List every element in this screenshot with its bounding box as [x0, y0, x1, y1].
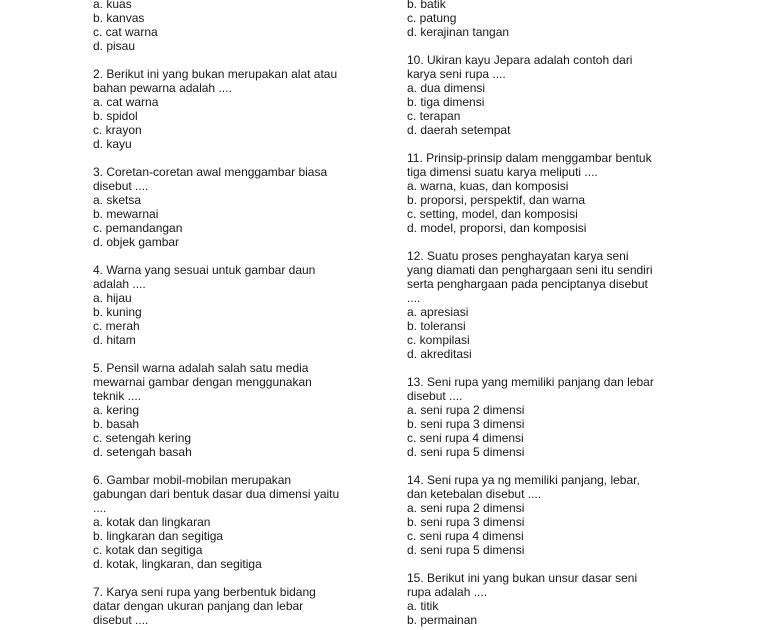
question-text-line: b. batik: [407, 0, 446, 11]
question-text-line: teknik ....: [93, 389, 142, 403]
question-text-line: adalah ....: [93, 277, 146, 291]
question-text-line: 15. Berikut ini yang bukan unsur dasar seni: [407, 571, 638, 585]
question-text-line: c. setengah kering: [93, 431, 192, 445]
question-text-line: c. seni rupa 4 dimensi: [407, 529, 524, 543]
question-text-line: a. seni rupa 2 dimensi: [407, 403, 525, 417]
question-text-line: c. cat warna: [93, 25, 158, 39]
block-spacer: [93, 151, 368, 165]
question-text-line: d. seni rupa 5 dimensi: [407, 543, 525, 557]
block-spacer: [407, 235, 682, 249]
question-q4: [93, 263, 368, 347]
question-text-line: c. merah: [93, 319, 140, 333]
question-text-line: b. mewarnai: [93, 207, 159, 221]
block-spacer: [93, 249, 368, 263]
question-text-line: a. dua dimensi: [407, 81, 486, 95]
question-text-line: d. akreditasi: [407, 347, 472, 361]
question-q9-tail: [407, 0, 682, 39]
left-column: [93, 0, 368, 627]
question-text-line: c. patung: [407, 11, 457, 25]
question-text-line: a. titik: [407, 599, 439, 613]
question-text-line: c. krayon: [93, 123, 142, 137]
question-text-line: b. lingkaran dan segitiga: [93, 529, 224, 543]
question-text-line: 7. Karya seni rupa yang berbentuk bidang: [93, 585, 316, 599]
question-text-line: gabungan dari bentuk dasar dua dimensi yaitu: [93, 487, 340, 501]
question-q2: [93, 67, 368, 151]
question-text-line: bahan pewarna adalah ....: [93, 81, 232, 95]
question-text-line: b. kanvas: [93, 11, 145, 25]
question-text-line: b. basah: [93, 417, 140, 431]
question-text-line: a. hijau: [93, 291, 132, 305]
block-spacer: [407, 557, 682, 571]
question-text-line: disebut ....: [93, 613, 149, 627]
question-text-line: d. model, proporsi, dan komposisi: [407, 221, 587, 235]
question-q15: [407, 571, 682, 627]
block-spacer: [407, 39, 682, 53]
question-text-line: 4. Warna yang sesuai untuk gambar daun: [93, 263, 316, 277]
question-text-line: b. toleransi: [407, 319, 466, 333]
question-text-line: yang diamati dan penghargaan seni itu sendiri: [407, 263, 653, 277]
question-q6: [93, 473, 368, 571]
question-text-line: a. kuas: [93, 0, 132, 11]
question-text-line: 3. Coretan-coretan awal menggambar biasa: [93, 165, 328, 179]
block-spacer: [407, 459, 682, 473]
question-text-line: a. apresiasi: [407, 305, 469, 319]
question-q3: [93, 165, 368, 249]
question-text-line: 10. Ukiran kayu Jepara adalah contoh dari: [407, 53, 633, 67]
question-text-line: 5. Pensil warna adalah salah satu media: [93, 361, 309, 375]
question-text-line: disebut ....: [93, 179, 149, 193]
block-spacer: [407, 361, 682, 375]
question-text-line: b. tiga dimensi: [407, 95, 485, 109]
question-text-line: ....: [407, 291, 421, 305]
question-text-line: b. seni rupa 3 dimensi: [407, 515, 525, 529]
question-text-line: b. kuning: [93, 305, 142, 319]
question-q10: [407, 53, 682, 137]
question-q11: [407, 151, 682, 235]
question-q13: [407, 375, 682, 459]
question-text-line: d. kayu: [93, 137, 132, 151]
question-text-line: 2. Berikut ini yang bukan merupakan alat atau: [93, 67, 338, 81]
question-text-line: a. cat warna: [93, 95, 159, 109]
question-text-line: serta penghargaan pada penciptanya disebut: [407, 277, 648, 291]
block-spacer: [93, 347, 368, 361]
question-text-line: mewarnai gambar dengan menggunakan: [93, 375, 312, 389]
question-text-line: b. permainan: [407, 613, 478, 627]
question-text-line: a. seni rupa 2 dimensi: [407, 501, 525, 515]
question-text-line: b. spidol: [93, 109, 138, 123]
question-text-line: c. seni rupa 4 dimensi: [407, 431, 524, 445]
question-text-line: ....: [93, 501, 107, 515]
question-text-line: a. warna, kuas, dan komposisi: [407, 179, 569, 193]
question-q14: [407, 473, 682, 557]
block-spacer: [93, 571, 368, 585]
question-text-line: d. pisau: [93, 39, 136, 53]
question-text-line: tiga dimensi suatu karya meliputi ....: [407, 165, 598, 179]
block-spacer: [93, 459, 368, 473]
block-spacer: [93, 53, 368, 67]
question-text-line: c. kotak dan segitiga: [93, 543, 203, 557]
question-text-line: d. kerajinan tangan: [407, 25, 510, 39]
question-text-line: rupa adalah ....: [407, 585, 488, 599]
question-text-line: d. objek gambar: [93, 235, 180, 249]
question-text-line: a. kotak dan lingkaran: [93, 515, 211, 529]
question-text-line: c. terapan: [407, 109, 461, 123]
question-text-line: karya seni rupa ....: [407, 67, 506, 81]
question-text-line: d. seni rupa 5 dimensi: [407, 445, 525, 459]
question-text-line: 13. Seni rupa yang memiliki panjang dan lebar: [407, 375, 654, 389]
question-text-line: a. kering: [93, 403, 140, 417]
question-text-line: d. setengah basah: [93, 445, 192, 459]
right-column: [407, 0, 682, 627]
question-text-line: d. hitam: [93, 333, 136, 347]
question-text-line: c. kompilasi: [407, 333, 470, 347]
question-q5: [93, 361, 368, 459]
question-text-line: d. daerah setempat: [407, 123, 511, 137]
question-text-line: c. setting, model, dan komposisi: [407, 207, 578, 221]
question-q1-tail: [93, 0, 368, 53]
question-text-line: d. kotak, lingkaran, dan segitiga: [93, 557, 262, 571]
question-q12: [407, 249, 682, 361]
question-text-line: b. proporsi, perspektif, dan warna: [407, 193, 586, 207]
block-spacer: [407, 137, 682, 151]
question-q7: [93, 585, 368, 627]
question-text-line: 6. Gambar mobil-mobilan merupakan: [93, 473, 292, 487]
question-text-line: 11. Prinsip-prinsip dalam menggambar bentuk: [407, 151, 652, 165]
question-text-line: 14. Seni rupa ya ng memiliki panjang, lebar,: [407, 473, 640, 487]
question-text-line: c. pemandangan: [93, 221, 183, 235]
question-text-line: 12. Suatu proses penghayatan karya seni: [407, 249, 629, 263]
question-text-line: dan ketebalan disebut ....: [407, 487, 542, 501]
question-text-line: datar dengan ukuran panjang dan lebar: [93, 599, 304, 613]
question-text-line: a. sketsa: [93, 193, 142, 207]
question-text-line: disebut ....: [407, 389, 463, 403]
question-text-line: b. seni rupa 3 dimensi: [407, 417, 525, 431]
